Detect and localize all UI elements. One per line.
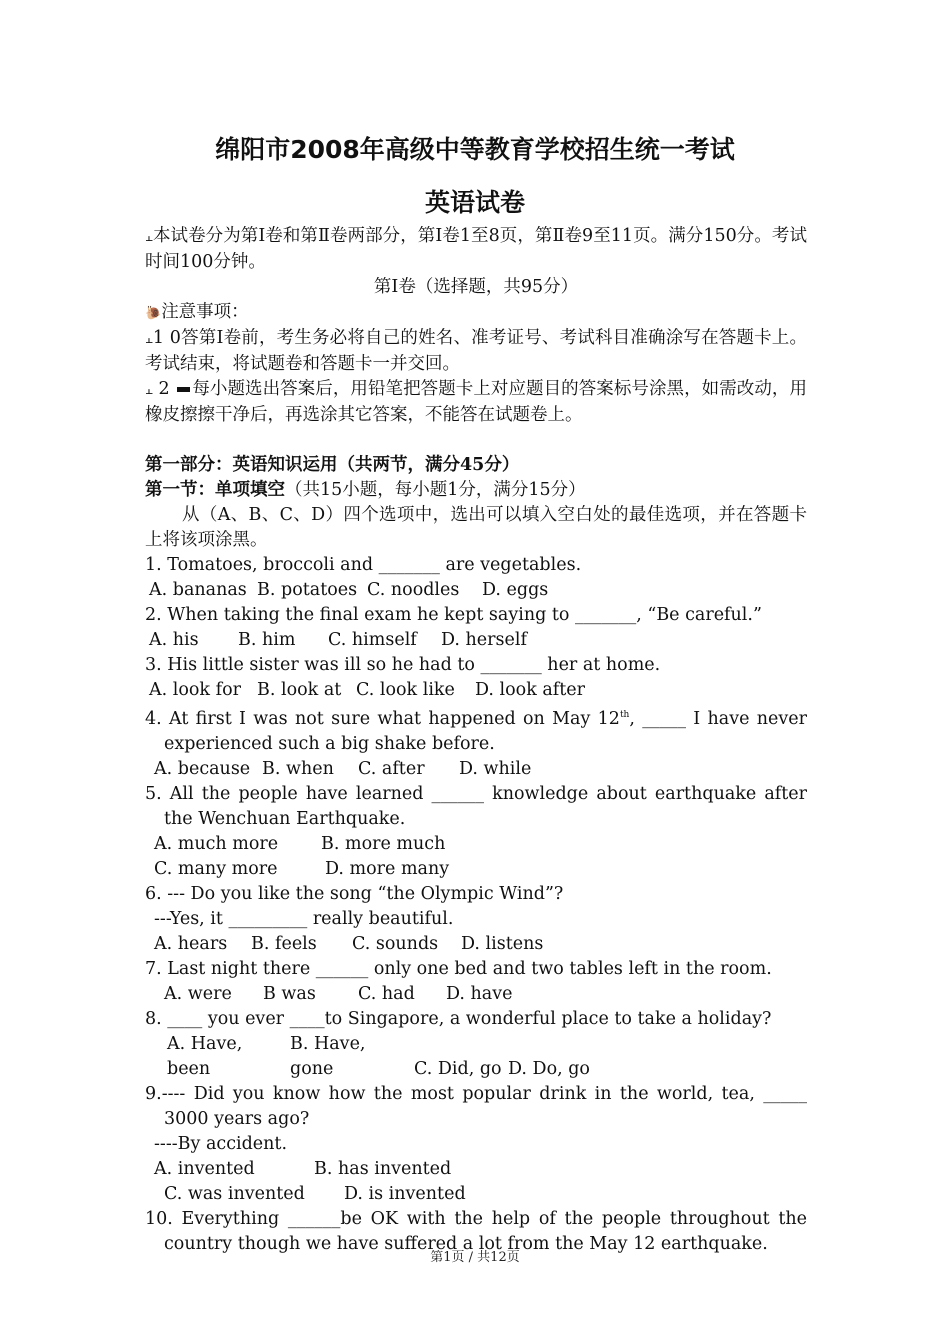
question-options xyxy=(145,678,807,703)
question-options xyxy=(145,578,807,603)
page-subtitle: 英语试卷 xyxy=(424,188,525,217)
option: A. bananas xyxy=(149,580,247,600)
option: A. were xyxy=(164,983,232,1004)
notice-icon: 🐌 xyxy=(145,306,162,321)
question-stem: 9.---- Did you know how the most popular drink in the world, tea, _____ 3000 years ago? xyxy=(145,1083,807,1129)
filled-mark-icon xyxy=(177,387,190,392)
question-options xyxy=(145,932,807,957)
option: B. him xyxy=(238,630,296,650)
option: B. has invented xyxy=(314,1158,452,1179)
option: A. much more xyxy=(154,833,279,854)
question-stem: 3. His little sister was ill so he had to _______ her at home. xyxy=(145,655,661,675)
question-response: ---Yes, it _________ really beautiful. xyxy=(154,908,454,929)
question-stem: 5. All the people have learned ______ knowledge about earthquake after the Wenchuan Earthquake. xyxy=(145,783,807,829)
section1-heading: 第一节：单项填空（共15小题，每小题1分，满分15分） xyxy=(145,480,586,500)
option: C. himself xyxy=(328,630,417,650)
page-title: 绵阳市2008年高级中等教育学校招生统一考试 xyxy=(215,135,735,164)
option: C. after xyxy=(358,758,425,779)
question-options xyxy=(145,1157,807,1182)
question-stem: 1. Tomatoes, broccoli and _______ are vegetables. xyxy=(145,555,582,575)
question-stem: 10. Everything ______be OK with the help of the people throughout the country though we have suffered a lot from the May 12 earthquake. xyxy=(145,1208,807,1254)
option: A. invented xyxy=(154,1158,255,1179)
option: A. because xyxy=(154,758,251,779)
part1-heading: 第一部分：英语知识运用（共两节，满分45分） xyxy=(145,455,520,475)
question-stem: 8. ____ you ever ____to Singapore, a wonderful place to take a holiday? xyxy=(145,1008,772,1029)
list-mark-icon: ⫠ xyxy=(145,383,153,398)
option: A. hears xyxy=(154,933,228,954)
question-stem: 4. At first I was not sure what happened on May 12th, _____ I have never experienced such a big shake before. xyxy=(145,708,807,754)
question-response: ----By accident. xyxy=(154,1133,288,1154)
notice-item-2: ⫠ 2 每小题选出答案后，用铅笔把答题卡上对应题目的答案标号涂黑，如需改动，用橡皮擦擦干净后，再选涂其它答案，不能答在试题卷上。 xyxy=(145,379,807,425)
option: D. eggs xyxy=(482,580,549,600)
option: A. look for xyxy=(149,680,241,700)
question-options xyxy=(145,1182,807,1207)
option: D. herself xyxy=(441,630,527,650)
option: D. look after xyxy=(475,680,586,700)
question-options xyxy=(145,832,807,857)
question-stem: 7. Last night there ______ only one bed and two tables left in the room. xyxy=(145,958,772,979)
list-mark-icon: ⫠ xyxy=(145,230,153,245)
option: D. Do, go xyxy=(508,1058,590,1079)
question-options xyxy=(145,982,807,1007)
section-instruction: 从（A、B、C、D）四个选项中，选出可以填入空白处的最佳选项，并在答题卡上将该项涂黑。 xyxy=(145,505,807,550)
option: C. many more xyxy=(154,858,278,879)
option: C. had xyxy=(358,983,415,1004)
option: D. is invented xyxy=(344,1183,466,1204)
question-options xyxy=(145,1032,807,1082)
page-footer: 第1页 / 共12页 xyxy=(430,1250,520,1265)
option: D. have xyxy=(446,983,513,1004)
question-stem: 6. --- Do you like the song “the Olympic Wind”? xyxy=(145,883,564,904)
option: A. Have, been xyxy=(167,1033,243,1079)
option: A. his xyxy=(149,630,199,650)
option: B. when xyxy=(262,758,334,779)
notice-heading: 🐌注意事项： xyxy=(145,302,249,322)
option: B. look at xyxy=(257,680,342,700)
option: B. potatoes xyxy=(257,580,358,600)
option: C. look like xyxy=(356,680,455,700)
option: C. noodles xyxy=(367,580,460,600)
question-options xyxy=(145,857,807,882)
option: B. feels xyxy=(251,933,317,954)
option: C. Did, go xyxy=(414,1058,502,1079)
question-stem: 2. When taking the final exam he kept saying to _______, “Be careful.” xyxy=(145,605,762,625)
notice-item-1: ⫠1 0答第Ⅰ卷前，考生务必将自己的姓名、准考证号、考试科目准确涂写在答题卡上。考试结束，将试题卷和答题卡一并交回。 xyxy=(145,328,807,374)
option: C. sounds xyxy=(352,933,439,954)
list-mark-icon: ⫠ xyxy=(145,332,153,347)
option: B. more much xyxy=(321,833,446,854)
question-options xyxy=(145,757,807,782)
option: D. more many xyxy=(325,858,450,879)
exam-body xyxy=(145,224,807,1257)
option: B was xyxy=(263,983,316,1004)
option: B. Have, gone xyxy=(290,1033,366,1079)
option: D. listens xyxy=(461,933,544,954)
intro-paragraph: ⫠本试卷分为第Ⅰ卷和第Ⅱ卷两部分，第Ⅰ卷1至8页，第Ⅱ卷9至11页。满分150分。考试时间100分钟。 xyxy=(145,226,807,272)
option: C. was invented xyxy=(164,1183,305,1204)
option: D. while xyxy=(459,758,532,779)
question-options xyxy=(145,628,807,653)
volume-heading: 第Ⅰ卷（选择题，共95分） xyxy=(373,277,579,297)
